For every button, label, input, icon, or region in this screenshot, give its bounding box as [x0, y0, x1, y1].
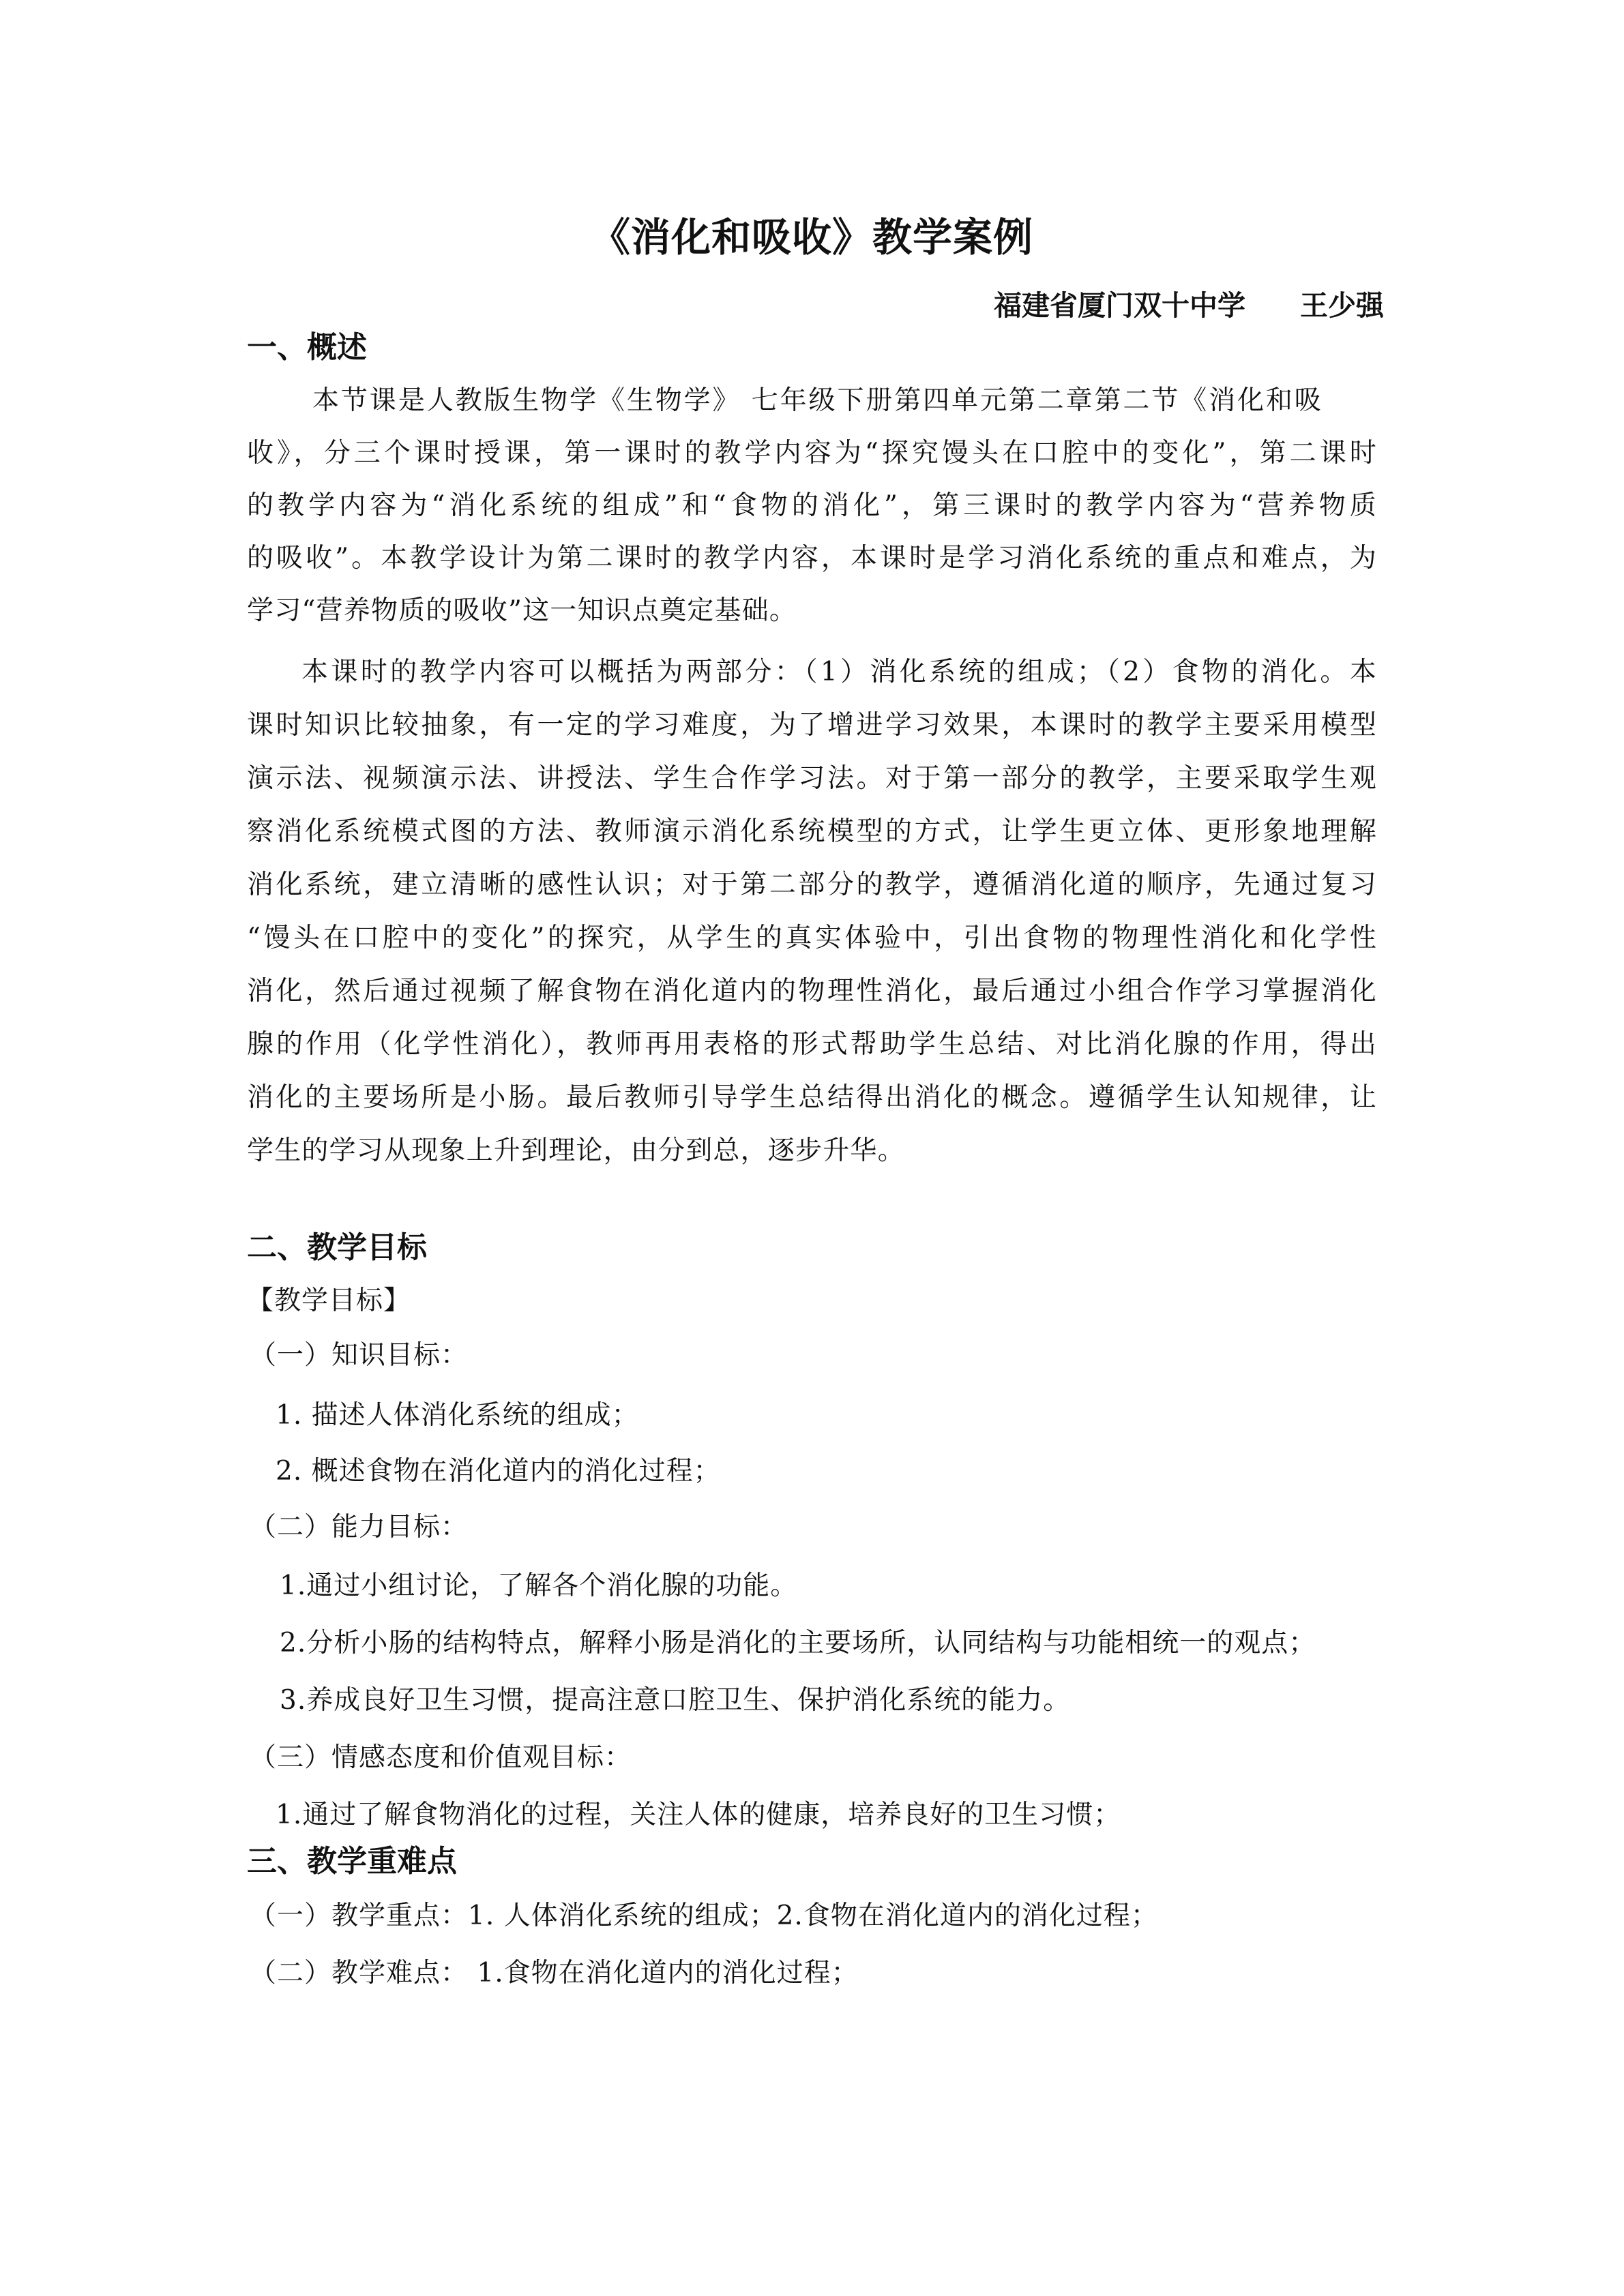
- paragraph-line: 学习“营养物质的吸收”这一知识点奠定基础。: [247, 595, 797, 626]
- paragraph-line: 学生的学习从现象上升到理论，由分到总，逐步升华。: [247, 1135, 905, 1166]
- section-2-heading: 二、教学目标: [247, 1230, 427, 1265]
- objectives-label: 【教学目标】: [247, 1285, 411, 1316]
- list-item: 1. 描述人体消化系统的组成；: [276, 1400, 639, 1431]
- author-line: [994, 286, 1384, 325]
- knowledge-objectives-label: （一）知识目标：: [250, 1340, 469, 1371]
- paragraph-line: 消化系统，建立清晰的感性认识；对于第二部分的教学，遵循消化道的顺序，先通过复习: [247, 869, 1377, 900]
- author-school: 福建省厦门双十中学: [994, 289, 1245, 322]
- list-item: 2.分析小肠的结构特点，解释小肠是消化的主要场所，认同结构与功能相统一的观点；: [280, 1628, 1316, 1658]
- section-1-heading: 一、概述: [247, 330, 367, 365]
- paragraph-line: 腺的作用（化学性消化），教师再用表格的形式帮助学生总结、对比消化腺的作用，得出: [247, 1029, 1377, 1060]
- list-item: 3.养成良好卫生习惯，提高注意口腔卫生、保护消化系统的能力。: [280, 1685, 1071, 1716]
- paragraph-line: 收》，分三个课时授课，第一课时的教学内容为“探究馒头在口腔中的变化”，第二课时: [247, 438, 1377, 468]
- paragraph-line: 本课时的教学内容可以概括为两部分：（1）消化系统的组成；（2）食物的消化。本: [301, 657, 1377, 687]
- paragraph-line: 消化的主要场所是小肠。最后教师引导学生总结得出消化的概念。遵循学生认知规律，让: [247, 1082, 1377, 1113]
- paragraph-line: 的吸收”。本教学设计为第二课时的教学内容，本课时是学习消化系统的重点和难点，为: [247, 543, 1377, 573]
- ability-objectives-label: （二）能力目标：: [250, 1512, 469, 1542]
- document-title: 《消化和吸收》教学案例: [590, 214, 1033, 260]
- emotion-objectives-label: （三）情感态度和价值观目标：: [250, 1742, 632, 1773]
- paragraph-line: 本节课是人教版生物学《生物学》 七年级下册第四单元第二章第二节《消化和吸: [312, 385, 1322, 416]
- list-item: 1.通过小组讨论，了解各个消化腺的功能。: [280, 1570, 798, 1601]
- paragraph-line: 课时知识比较抽象，有一定的学习难度，为了增进学习效果，本课时的教学主要采用模型: [247, 710, 1377, 741]
- paragraph-line: 演示法、视频演示法、讲授法、学生合作学习法。对于第一部分的教学，主要采取学生观: [247, 763, 1377, 794]
- difficult-points: （二）教学难点： 1.食物在消化道内的消化过程；: [250, 1958, 859, 1988]
- list-item: 1.通过了解食物消化的过程，关注人体的健康，培养良好的卫生习惯；: [276, 1800, 1121, 1830]
- paragraph-line: “馒头在口腔中的变化”的探究，从学生的真实体验中，引出食物的物理性消化和化学性: [247, 923, 1377, 953]
- paragraph-line: 察消化系统模式图的方法、教师演示消化系统模型的方式，让学生更立体、更形象地理解: [247, 816, 1377, 847]
- paragraph-line: 的教学内容为“消化系统的组成”和“食物的消化”，第三课时的教学内容为“营养物质: [247, 490, 1377, 521]
- key-points: （一）教学重点：1. 人体消化系统的组成；2.食物在消化道内的消化过程；: [250, 1900, 1158, 1931]
- paragraph-line: 消化，然后通过视频了解食物在消化道内的物理性消化，最后通过小组合作学习掌握消化: [247, 976, 1377, 1007]
- list-item: 2. 概述食物在消化道内的消化过程；: [276, 1456, 721, 1487]
- author-name: 王少强: [1300, 289, 1384, 322]
- section-3-heading: 三、教学重难点: [247, 1844, 457, 1879]
